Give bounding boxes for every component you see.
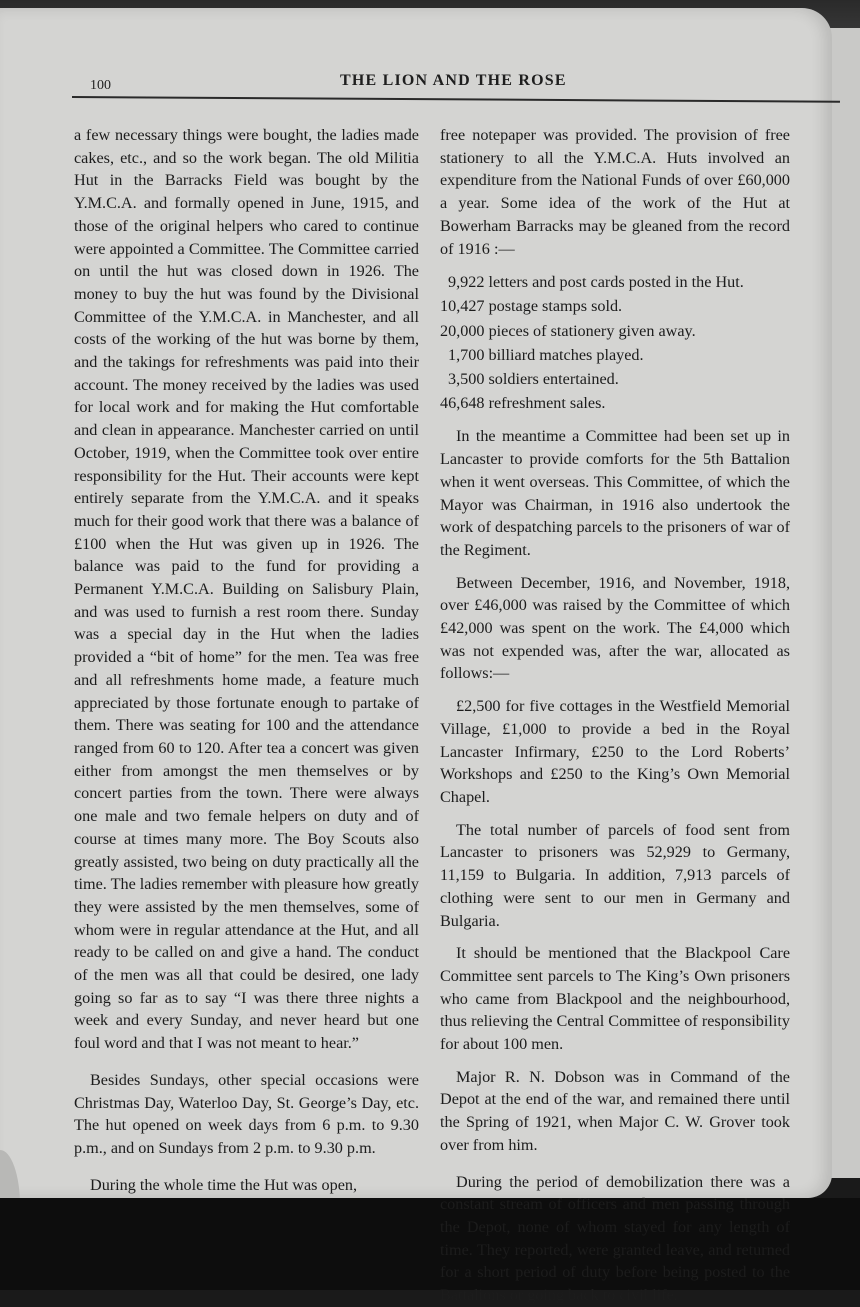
paragraph: Between December, 1916, and November, 1918, over £46,000 was raised by the Committee of which £42,000 was spent on the work. The £4,000 which was not expended was, after the war, allocated as follows:—	[440, 573, 790, 683]
stat-item: 9,922 letters and post cards posted in the Hut.	[448, 273, 744, 292]
paragraph: a few necessary things were bought, the ladies made cakes, etc., and so the work began. The old Militia Hut in the Barracks Field was bought by the Y.M.C.A. and formally opened in June, 1915, and those of the original helpers who cared to continue were appointed a Committee. The Committee carried on until the hut was closed down in 1926. The money to buy the hut was found by the Divisional Committee of the Y.M.C.A. in Manchester, and all costs of the working of the hut was borne by them, and the takings for refreshments was paid into their account. The money received by the ladies was used for local work and for making the Hut comfortable and clean in appearance. Manchester carried on until October, 1919, when the Committee took over entire responsibility for the Hut. Their accounts were kept entirely separate from the Y.M.C.A. and it speaks much for their good work that there was a balance of £100 when the Hut was given up in 1926. The balance was paid to the fund for providing a Permanent Y.M.C.A. Building on Salisbury Plain, and was used to furnish a rest room there. Sunday was a special day in the Hut when the ladies provided a “bit of home” for the men. Tea was free and all refreshments home made, a feature much appreciated by those fortunate enough to partake of them. There was seating for 100 and the attendance ranged from 60 to 120. After tea a concert was given either from amongst the men themselves or by concert parties from the town. There were always one male and two female helpers on duty and of course at times many more. The Boy Scouts also greatly assisted, two being on duty practically all the time. The ladies remember with pleasure how greatly they were assisted by the men themselves, some of whom were in regular attendance at the Hut, and all ready to be called on and give a hand. The conduct of the men was all that could be desired, one lady going so far as to say “I was there three nights a week and every Sunday, and never heard but one foul word and that I was not meant to hear.”	[74, 126, 419, 1053]
left-column	[74, 124, 419, 1196]
paragraph: The total number of parcels of food sent from Lancaster to prisoners was 52,929 to Germany, 11,159 to Bulgaria. In addition, 7,913 parcels of clothing were sent to our men in Germany and Bulgaria.	[440, 820, 790, 930]
paragraph: During the period of demobilization there was a constant stream of officers and men passing through the Depot, none of whom stayed for any length of time. They reported, were granted leave, and returned for a short period of duty before being posted to the Battalions or going back to civil life.	[440, 1172, 790, 1305]
stat-item: 10,427 postage stamps sold.	[440, 297, 623, 316]
stat-item: 1,700 billiard matches played.	[448, 345, 644, 364]
paragraph: Major R. N. Dobson was in Command of the Depot at the end of the war, and remained there until the Spring of 1921, when Major C. W. Grover took over from him.	[440, 1067, 790, 1154]
stats-list	[440, 270, 790, 415]
stat-item: 46,648 refreshment sales.	[440, 394, 606, 413]
stat-item: 20,000 pieces of stationery given away.	[440, 321, 696, 340]
paragraph: Besides Sundays, other special occasions were Christmas Day, Waterloo Day, St. George’s Day, etc. The hut opened on week days from 6 p.m. to 9.30 p.m., and on Sundays from 2 p.m. to 9.30 p.m.	[74, 1070, 419, 1157]
paragraph: £2,500 for five cottages in the Westfield Memorial Village, £1,000 to provide a bed in the Royal Lancaster Infirmary, £250 to the Lord Roberts’ Workshops and £250 to the King’s Own Memorial Chapel.	[440, 697, 790, 806]
page-number: 100	[90, 78, 111, 93]
paragraph: In the meantime a Committee had been set up in Lancaster to provide comforts for the 5th Battalion when it went overseas. This Committee, of which the Mayor was Chairman, in 1916 also undertook the work of despatching parcels to the prisoners of war of the Regiment.	[440, 427, 790, 559]
running-title: THE LION AND THE ROSE	[340, 72, 567, 89]
stat-item: 3,500 soldiers entertained.	[448, 370, 619, 389]
right-column	[440, 124, 790, 1307]
paragraph: During the whole time the Hut was open,	[90, 1175, 358, 1194]
paragraph: free notepaper was provided. The provision of free stationery to all the Y.M.C.A. Huts involved an expenditure from the National Funds of over £60,000 a year. Some idea of the work of the Hut at Bowerham Barracks may be gleaned from the record of 1916 :—	[440, 126, 790, 258]
paragraph: It should be mentioned that the Blackpool Care Committee sent parcels to The King’s Own prisoners who came from Blackpool and the neighbourhood, thus relieving the Central Committee of responsibility for about 100 men.	[440, 944, 790, 1054]
